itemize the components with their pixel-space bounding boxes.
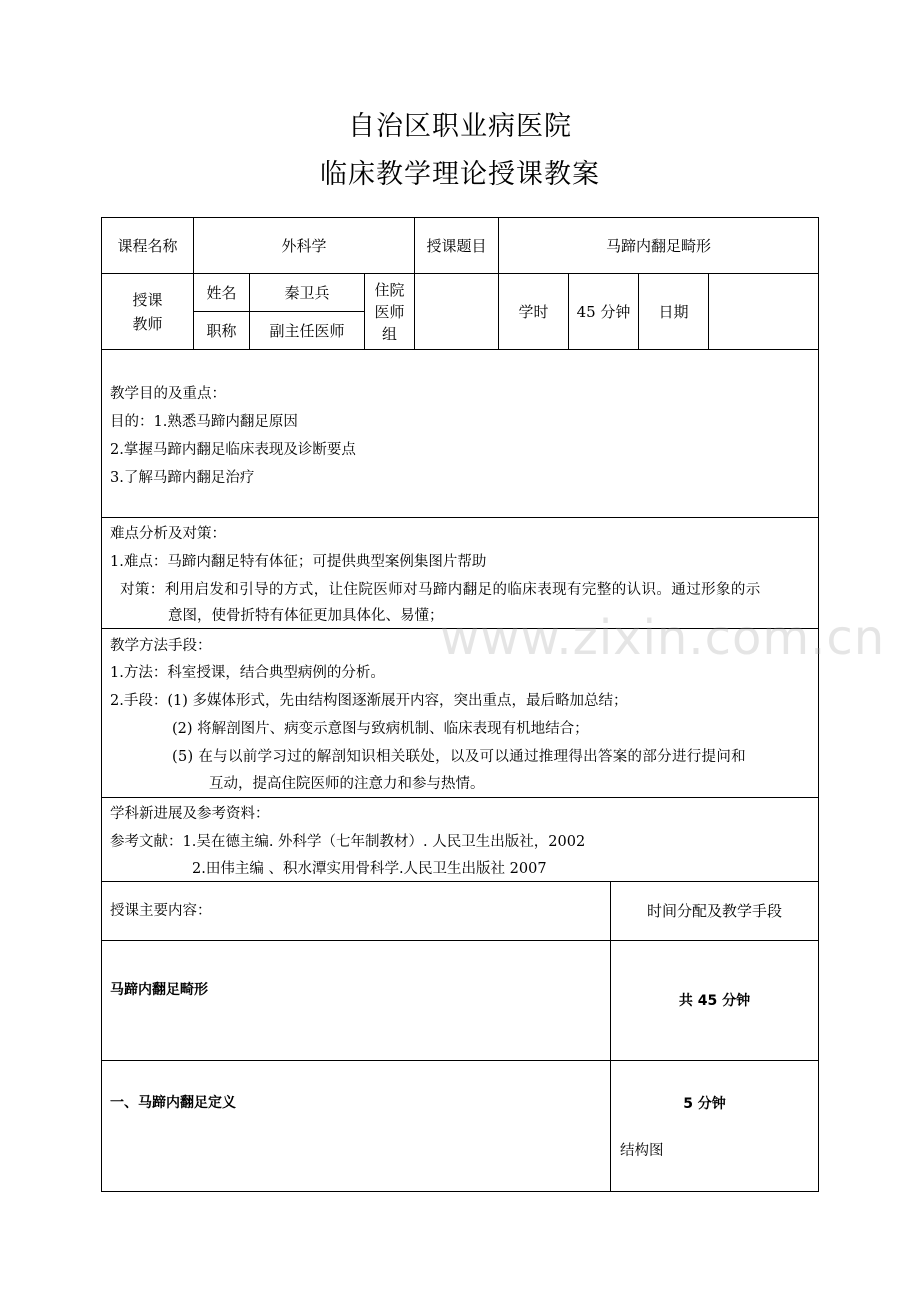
group-label-line2: 医师 <box>374 302 405 321</box>
section1-time: 5 分钟 <box>683 1096 726 1112</box>
course-name-label: 课程名称 <box>117 236 178 255</box>
teacher-label-line2: 教师 <box>132 314 163 333</box>
hours-label: 学时 <box>518 302 549 321</box>
difficulty-line: 对策：利用启发和引导的方式，让住院医师对马蹄内翻足的临床表现有完整的认识。通过形象的示 <box>120 582 761 598</box>
group-label-line1: 住院 <box>374 280 405 299</box>
reference-line: 参考文献：1.吴在德主编. 外科学（七年制教材）. 人民卫生出版社，2002 <box>110 834 586 850</box>
title-label: 职称 <box>206 321 237 340</box>
date-label: 日期 <box>658 302 689 321</box>
group-label <box>365 274 414 349</box>
teacher-label <box>102 274 193 349</box>
objective-line: 2.掌握马蹄内翻足临床表现及诊断要点 <box>110 442 356 458</box>
methods-line: 互动，提高住院医师的注意力和参与热情。 <box>209 776 485 792</box>
page-title: 自治区职业病医院 <box>348 111 572 142</box>
difficulty-heading: 难点分析及对策： <box>110 526 226 542</box>
reference-line: 2.田伟主编 、积水潭实用骨科学.人民卫生出版社 2007 <box>192 861 547 877</box>
section1-title: 一、马蹄内翻足定义 <box>110 1095 236 1111</box>
section1-method: 结构图 <box>620 1143 664 1159</box>
topic-value: 马蹄内翻足畸形 <box>605 236 711 255</box>
page-subtitle: 临床教学理论授课教案 <box>320 159 600 190</box>
hours-value: 45 分钟 <box>576 302 631 321</box>
content-topic-title: 马蹄内翻足畸形 <box>110 982 208 998</box>
name-label: 姓名 <box>206 283 237 302</box>
total-time: 共 45 分钟 <box>678 993 751 1009</box>
methods-line: (2) 将解剖图片、病变示意图与致病机制、临床表现有机地结合； <box>172 721 589 737</box>
objective-line: 3.了解马蹄内翻足治疗 <box>110 470 255 486</box>
difficulty-line: 1.难点：马蹄内翻足特有体征；可提供典型案例集图片帮助 <box>110 554 487 570</box>
objective-line: 目的：1.熟悉马蹄内翻足原因 <box>110 414 298 430</box>
group-value <box>415 274 498 349</box>
group-label-line3: 组 <box>381 324 397 343</box>
date-value <box>709 274 818 349</box>
methods-line: (5) 在与以前学习过的解剖知识相关联处，以及可以通过推理得出答案的部分进行提问和 <box>172 749 746 765</box>
course-name-value: 外科学 <box>281 236 327 255</box>
difficulty-line: 意图，使骨折特有体征更加具体化、易懂； <box>168 608 444 624</box>
teacher-name: 秦卫兵 <box>284 283 330 302</box>
objectives-heading: 教学目的及重点： <box>110 386 226 402</box>
topic-label: 授课题目 <box>426 236 487 255</box>
teacher-title: 副主任医师 <box>269 321 345 340</box>
time-allocation-label: 时间分配及教学手段 <box>646 902 782 920</box>
methods-line: 2.手段：(1) 多媒体形式，先由结构图逐渐展开内容，突出重点，最后略加总结； <box>110 693 628 709</box>
methods-heading: 教学方法手段： <box>110 638 212 654</box>
references-heading: 学科新进展及参考资料： <box>110 806 270 822</box>
watermark: www.zixin.com.cn <box>440 610 886 666</box>
methods-line: 1.方法：科室授课，结合典型病例的分析。 <box>110 665 385 681</box>
main-content-label: 授课主要内容： <box>110 903 212 919</box>
teacher-label-line1: 授课 <box>132 290 163 309</box>
